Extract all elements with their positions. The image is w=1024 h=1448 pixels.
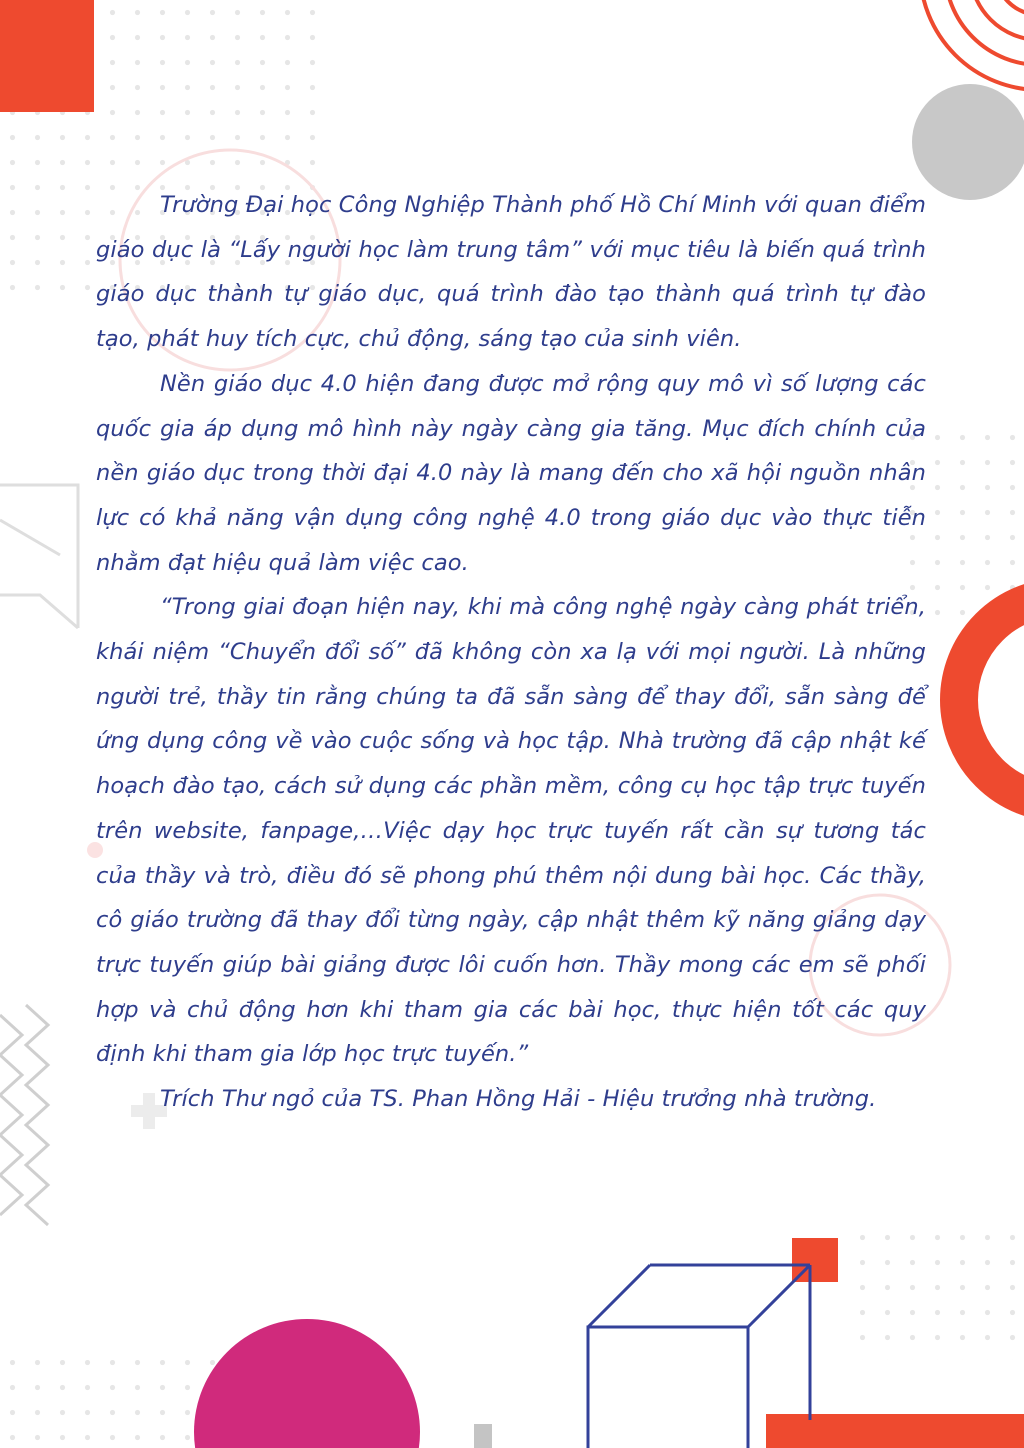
- signature-line: Trích Thư ngỏ của TS. Phan Hồng Hải - Hiệu trưởng nhà trường.: [160, 1086, 877, 1113]
- paragraph-3-quote: “Trong giai đoạn hiện nay, khi mà công nghệ ngày càng phát triển, khái niệm “Chuyển đổi số” đã không còn xa lạ với mọi người. Là những người trẻ, thầy tin rằng chúng ta đã sẵn sàng để thay đổi, sẵn sàng để ứng dụng công về vào cuộc sống và học tập. Nhà trường đã cập nhật kế hoạch đào tạo, cách sử dụng các phần mềm, công cụ học tập trực tuyến trên website, fanpage,…Việc dạy học trực tuyến rất cần sự tương tác của thầy và trò, điều đó sẽ phong phú thêm nội dung bài học. Các thầy, cô giáo trường đã thay đổi từng ngày, cập nhật thêm kỹ năng giảng dạy trực tuyến giúp bài giảng được lôi cuốn hơn. Thầy mong các em sẽ phối hợp và chủ động hơn khi tham gia các bài học, thực hiện tốt các quy định khi tham gia lớp học trực tuyến.”: [96, 594, 926, 1068]
- red-concentric-arcs: [920, 0, 1024, 90]
- gray-circle-top-right: [912, 84, 1024, 200]
- paragraph-1: Trường Đại học Công Nghiệp Thành phố Hồ Chí Minh với quan điểm giáo dục là “Lấy người học làm trung tâm” với mục tiêu là biến quá trình giáo dục thành tự giáo dục, quá trình đào tạo thành quá trình tự đào tạo, phát huy tích cực, chủ động, sáng tạo của sinh viên.: [96, 192, 926, 353]
- red-ring-right: [959, 597, 1024, 803]
- letter-body: [96, 183, 926, 1122]
- red-rect-bottom-right: [766, 1414, 1024, 1448]
- gray-zigzag-pattern: [0, 1005, 48, 1225]
- paragraph-2: Nền giáo dục 4.0 hiện đang được mở rộng quy mô vì số lượng các quốc gia áp dụng mô hình này ngày càng gia tăng. Mục đích chính của nền giáo dục trong thời đại 4.0 này là mang đến cho xã hội nguồn nhân lực có khả năng vận dụng công nghệ 4.0 trong giáo dục vào thực tiễn nhằm đạt hiệu quả làm việc cao.: [96, 370, 926, 576]
- dot-pattern-bottom-right: [860, 1230, 1024, 1360]
- gray-square-bottom: [474, 1424, 492, 1448]
- red-square-top-left: [0, 0, 94, 112]
- gray-cube-outline: [0, 485, 78, 628]
- magenta-circle-bottom: [194, 1319, 420, 1448]
